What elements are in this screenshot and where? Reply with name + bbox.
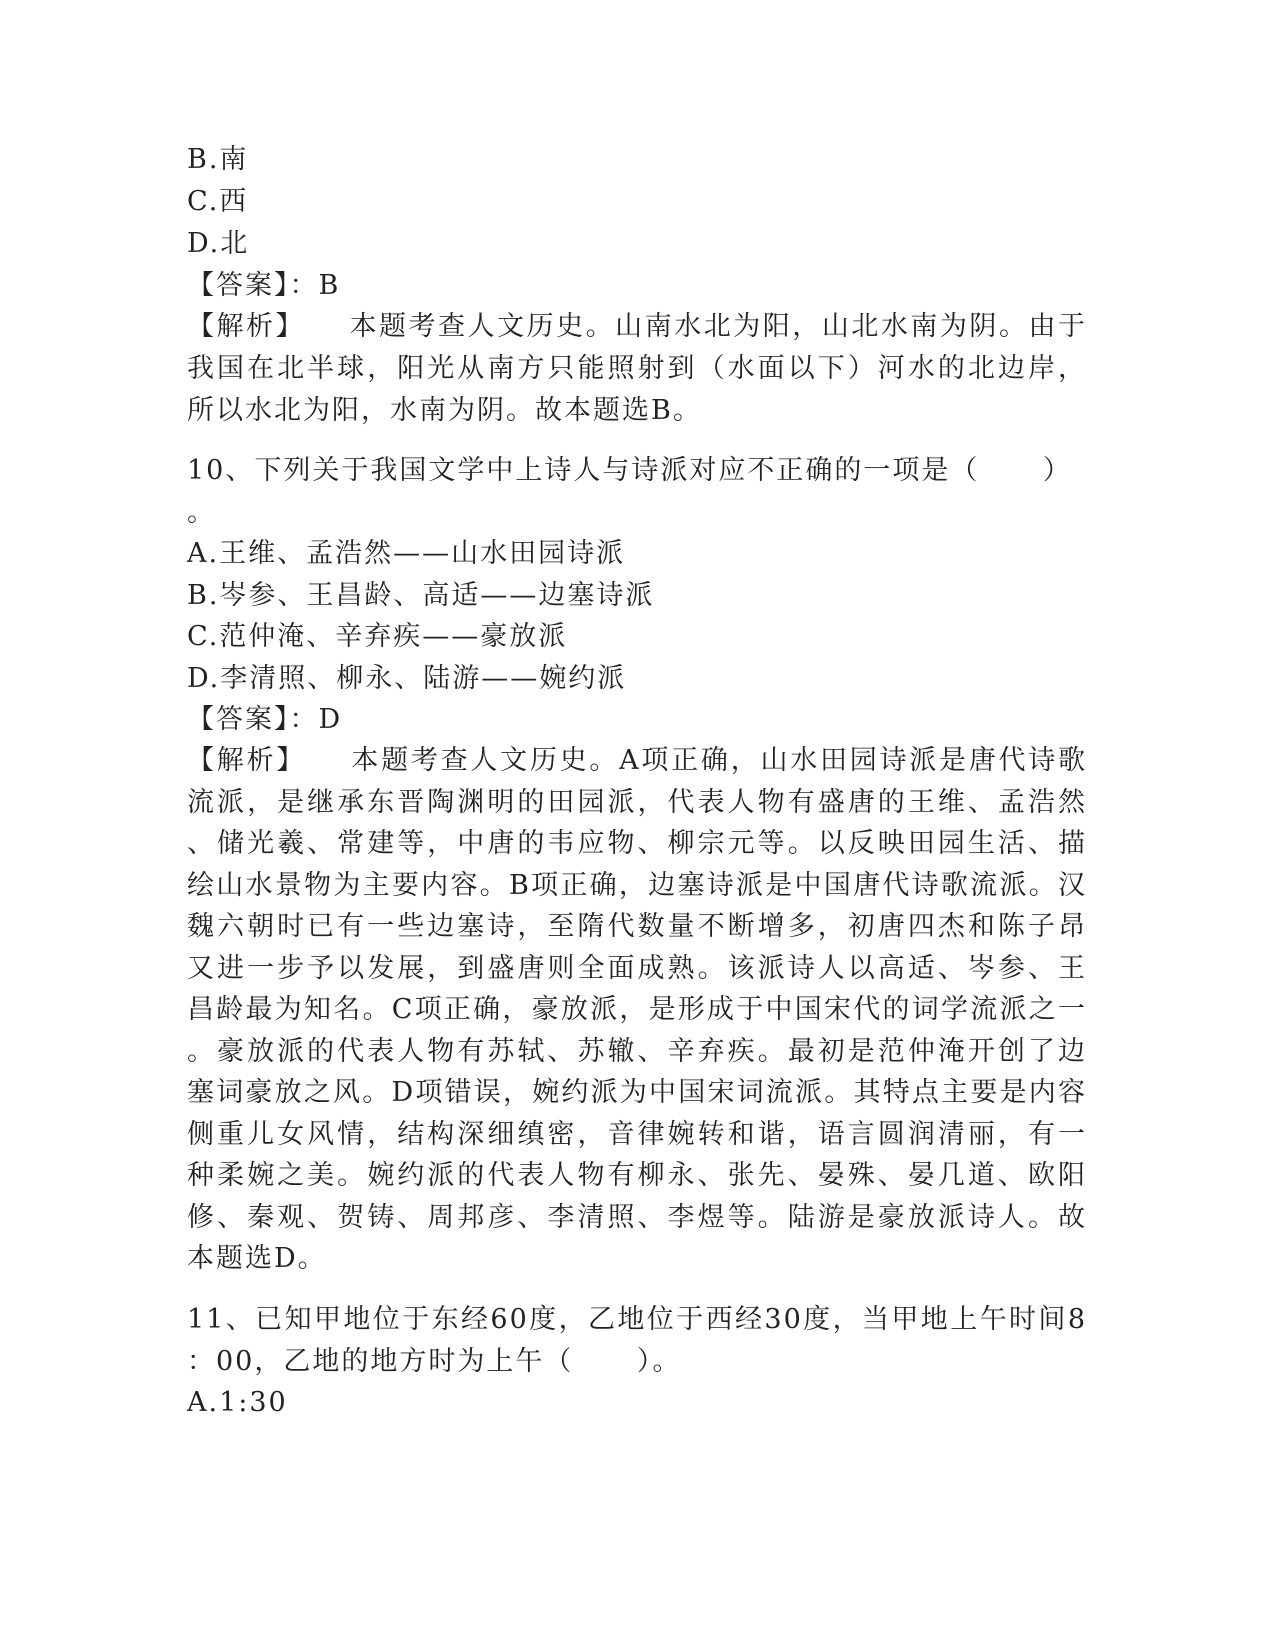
q10-analysis-line: 【解析】 本题考查人文历史。A项正确，山水田园诗派是唐代诗歌 xyxy=(187,745,1087,776)
q10-analysis-line: 侧重儿女风情，结构深细缜密，音律婉转和谐，语言圆润清丽，有一 xyxy=(187,1119,1087,1150)
q10-analysis-line: 塞词豪放之风。D项错误，婉约派为中国宋词流派。其特点主要是内容 xyxy=(187,1077,1087,1108)
q10-analysis-line: 。豪放派的代表人物有苏轼、苏辙、辛弃疾。最初是范仲淹开创了边 xyxy=(187,1036,1087,1067)
q10-analysis-line: 、储光羲、常建等，中唐的韦应物、柳宗元等。以反映田园生活、描 xyxy=(187,828,1087,859)
q10-analysis-line: 魏六朝时已有一些边塞诗，至隋代数量不断增多，初唐四杰和陈子昂 xyxy=(187,911,1087,942)
q10-analysis-line: 本题选D。 xyxy=(187,1243,327,1274)
q10-stem-line: 10、下列关于我国文学中上诗人与诗派对应不正确的一项是（ ） xyxy=(187,455,1072,486)
q11-stem-line: ：00，乙地的地方时为上午（ ）。 xyxy=(187,1346,682,1377)
q9-analysis-line: 【解析】 本题考查人文历史。山南水北为阳，山北水南为阴。由于 xyxy=(187,311,1087,342)
q10-analysis-line: 流派，是继承东晋陶渊明的田园派，代表人物有盛唐的王维、孟浩然 xyxy=(187,787,1087,818)
q9-option-c: C.西 xyxy=(187,186,249,217)
q10-stem-line: 。 xyxy=(187,497,216,528)
q9-answer: 【答案】：B xyxy=(187,270,341,301)
q10-analysis-line: 修、秦观、贺铸、周邦彦、李清照、李煜等。陆游是豪放派诗人。故 xyxy=(187,1202,1087,1233)
q9-analysis-line: 所以水北为阳，水南为阴。故本题选B。 xyxy=(187,395,702,426)
q10-analysis-line: 绘山水景物为主要内容。B项正确，边塞诗派是中国唐代诗歌流派。汉 xyxy=(187,870,1087,901)
q10-option-d: D.李清照、柳永、陆游——婉约派 xyxy=(187,663,627,694)
q10-analysis-line: 种柔婉之美。婉约派的代表人物有柳永、张先、晏殊、晏几道、欧阳 xyxy=(187,1160,1087,1191)
q9-option-b: B.南 xyxy=(187,144,249,175)
q10-answer: 【答案】：D xyxy=(187,704,343,735)
q10-option-b: B.岑参、王昌龄、高适——边塞诗派 xyxy=(187,580,655,611)
q10-analysis-line: 又进一步予以发展，到盛唐则全面成熟。该派诗人以高适、岑参、王 xyxy=(187,953,1087,984)
q9-option-d: D.北 xyxy=(187,228,250,259)
q9-analysis-line: 我国在北半球，阳光从南方只能照射到（水面以下）河水的北边岸， xyxy=(187,353,1087,384)
q10-option-a: A.王维、孟浩然——山水田园诗派 xyxy=(187,538,626,569)
q10-option-c: C.范仲淹、辛弃疾——豪放派 xyxy=(187,621,568,652)
q11-option-a: A.1:30 xyxy=(187,1387,288,1418)
q10-analysis-line: 昌龄最为知名。C项正确，豪放派，是形成于中国宋代的词学流派之一 xyxy=(187,994,1087,1025)
q11-stem-line: 11、已知甲地位于东经60度，乙地位于西经30度，当甲地上午时间8 xyxy=(187,1304,1087,1335)
